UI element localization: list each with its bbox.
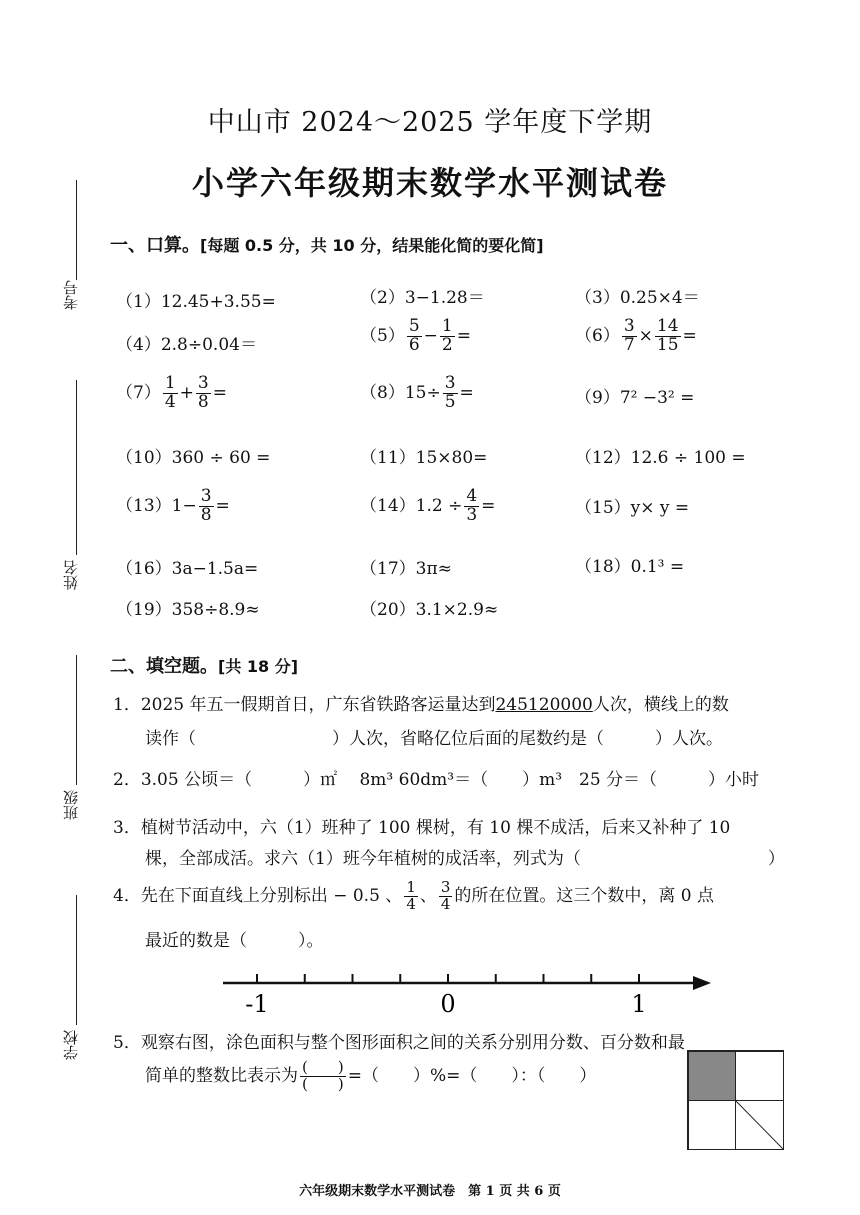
fill-q3-line1: 3．植树节活动中，六（1）班种了 100 棵树，有 10 棵不成活，后来又补种了 10 <box>113 818 731 838</box>
calc-q16: （16）3a−1.5a= <box>116 559 259 579</box>
number-line-label-0: 0 <box>440 990 456 1018</box>
fill-q5-line2: 简单的整数比表示为 $\frac{( )}{( )}$ =（ ）%=（ ）：（ ） <box>145 1058 597 1093</box>
number-line-ticks <box>257 974 639 983</box>
fill-q2: 2．3.05 公顷＝（ ）㎡ 8m³ 60dm³＝（ ）m³ 25 分＝（ ）小时 <box>113 770 760 790</box>
calc-q1: （1）12.45+3.55= <box>116 292 276 312</box>
kaohao-line <box>76 180 77 280</box>
exam-title-line1: 中山市 2024～2025 学年度下学期 <box>207 107 653 138</box>
section2-note: [共 18 分] <box>218 657 299 676</box>
calc-q17: （17）3π≈ <box>360 559 452 579</box>
page-footer: 六年级期末数学水平测试卷 第 1 页 共 6 页 <box>299 1184 561 1199</box>
number-line-arrow <box>693 976 711 990</box>
calc-q15: （15）y× y = <box>575 498 690 518</box>
shaded-cell <box>688 1051 736 1101</box>
calc-q9: （9）7² −3² = <box>575 388 695 408</box>
fill-q1-number: 245120000 <box>495 695 593 715</box>
number-line-label-1: 1 <box>631 990 647 1018</box>
calc-q14: （14）1.2 ÷ $\frac{4}{3}$ = <box>360 486 496 525</box>
fill-q4-line2: 最近的数是（ ）。 <box>145 931 324 951</box>
shaded-square-figure <box>687 1050 784 1150</box>
section1-note: [每题 0.5 分，共 10 分，结果能化简的要化简] <box>200 236 544 255</box>
number-line-label-neg1: -1 <box>245 990 269 1018</box>
calc-q11: （11）15×80= <box>360 448 488 468</box>
calc-q10: （10）360 ÷ 60 = <box>116 448 271 468</box>
fill-q1-line1: 1．2025 年五一假期首日，广东省铁路客运量达到245120000人次，横线上的数 <box>113 695 729 715</box>
calc-q7: （7） $\frac{1}{4}$ + $\frac{3}{8}$ = <box>116 373 227 412</box>
xingming-line <box>76 380 77 555</box>
exam-title-line2: 小学六年级期末数学水平测试卷 <box>191 164 668 202</box>
calc-q8: （8）15÷ $\frac{3}{5}$ = <box>360 373 474 412</box>
diagonal-line <box>735 1100 784 1150</box>
calc-q20: （20）3.1×2.9≈ <box>360 600 499 620</box>
fill-q5-line1: 5．观察右图，涂色面积与整个图形面积之间的关系分别用分数、百分数和最 <box>113 1033 685 1053</box>
calc-q18: （18）0.1³ = <box>575 557 685 577</box>
side-label-xuexiao: 学校 <box>62 1030 80 1060</box>
section2-heading: 二、填空题。 <box>110 656 218 677</box>
fill-q4-line1: 4．先在下面直线上分别标出 − 0.5 、 $\frac{1}{4}$ 、 $\frac{3}{4}$ 的所在位置。这三个数中，离 0 点 <box>113 878 715 913</box>
calc-q2: （2）3−1.28＝ <box>360 288 485 308</box>
banji-line <box>76 655 77 785</box>
cell-top-right <box>735 1051 784 1101</box>
section1-heading: 一、口算。 <box>110 235 200 256</box>
calc-q19: （19）358÷8.9≈ <box>116 600 260 620</box>
calc-q5: （5） $\frac{5}{6}$ − $\frac{1}{2}$ = <box>360 316 471 355</box>
side-label-kaohao: 考号 <box>62 280 80 310</box>
fill-q3-line2: 棵，全部成活。求六（1）班今年植树的成活率，列式为（ ） <box>145 849 785 869</box>
calc-q4: （4）2.8÷0.04＝ <box>116 335 257 355</box>
calc-q3: （3）0.25×4＝ <box>575 288 700 308</box>
section2-header <box>110 652 298 678</box>
calc-q6: （6） $\frac{3}{7}$ × $\frac{14}{15}$ = <box>575 316 697 355</box>
calc-q13: （13）1− $\frac{3}{8}$ = <box>116 486 230 525</box>
side-label-xingming: 姓名 <box>62 560 80 590</box>
section1-header <box>110 231 544 257</box>
side-label-banji: 班级 <box>62 790 80 820</box>
fill-q1-line2: 读作（ ）人次，省略亿位后面的尾数约是（ ）人次。 <box>145 729 723 749</box>
cell-bottom-left <box>688 1100 736 1150</box>
number-line <box>215 968 715 1018</box>
xuexiao-line <box>76 895 77 1025</box>
calc-q12: （12）12.6 ÷ 100 = <box>575 448 746 468</box>
